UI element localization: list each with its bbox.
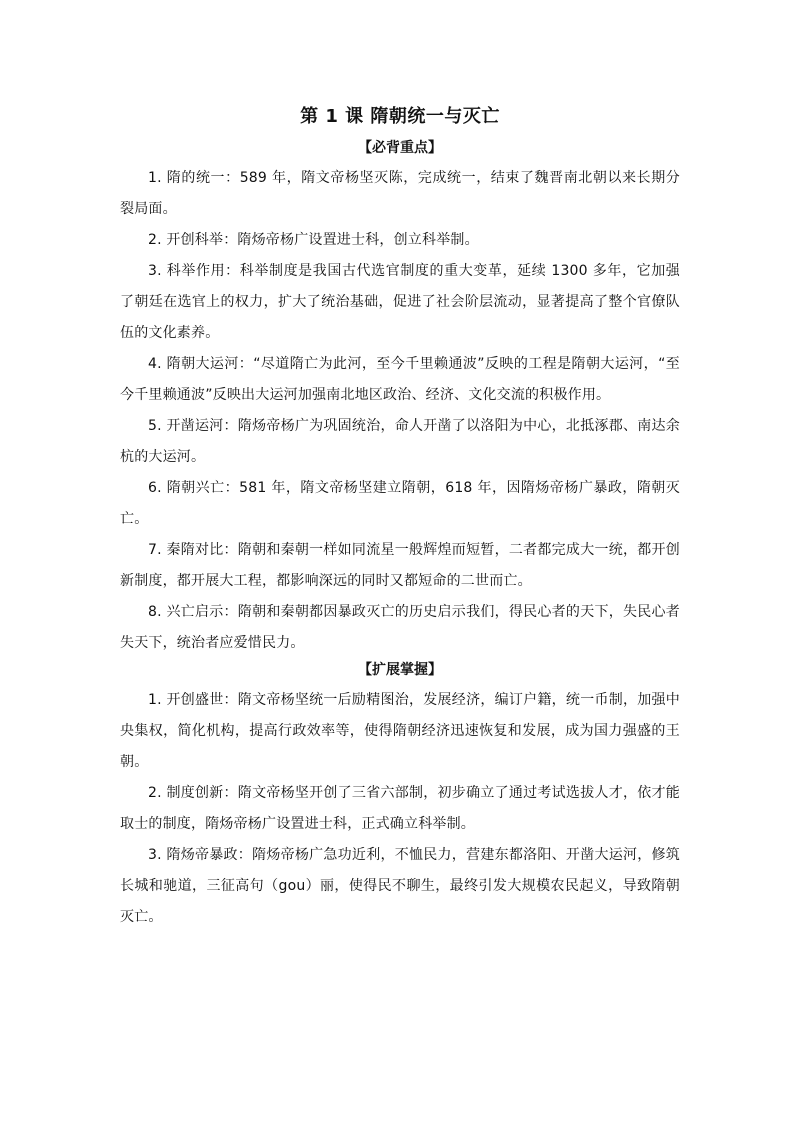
list-item: 3. 科举作用：科举制度是我国古代选官制度的重大变革，延续 1300 多年，它加强了朝廷在选官上的权力，扩大了统治基础，促进了社会阶层流动，显著提高了整个官僚队伍的文化素养。	[120, 263, 680, 341]
list-item: 1. 隋的统一：589 年，隋文帝杨坚灭陈，完成统一，结束了魏晋南北朝以来长期分裂局面。	[120, 170, 680, 217]
list-item: 3. 隋炀帝暴政：隋炀帝杨广急功近利，不恤民力，营建东都洛阳、开凿大运河，修筑长城和驰道，三征高句（gou）丽，使得民不聊生，最终引发大规模农民起义，导致隋朝灭亡。	[120, 847, 680, 925]
list-item: 2. 制度创新：隋文帝杨坚开创了三省六部制，初步确立了通过考试选拔人才，依才能取士的制度，隋炀帝杨广设置进士科，正式确立科举制。	[120, 785, 680, 832]
section-heading: 【必背重点】	[358, 140, 442, 156]
list-item: 1. 开创盛世：隋文帝杨坚统一后励精图治，发展经济，编订户籍，统一币制，加强中央集权，简化机构，提高行政效率等，使得隋朝经济迅速恢复和发展，成为国力强盛的王朝。	[120, 692, 680, 770]
list-item: 6. 隋朝兴亡：581 年，隋文帝杨坚建立隋朝，618 年，因隋炀帝杨广暴政，隋朝灭亡。	[120, 480, 680, 527]
page-title: 第 1 课 隋朝统一与灭亡	[300, 106, 500, 127]
list-item: 5. 开凿运河：隋炀帝杨广为巩固统治，命人开凿了以洛阳为中心，北抵涿郡、南达余杭的大运河。	[120, 418, 680, 465]
document-content	[120, 103, 680, 933]
section-heading: 【扩展掌握】	[358, 662, 442, 678]
list-item: 8. 兴亡启示：隋朝和秦朝都因暴政灭亡的历史启示我们，得民心者的天下，失民心者失天下，统治者应爱惜民力。	[120, 604, 680, 651]
list-item: 2. 开创科举：隋炀帝杨广设置进士科，创立科举制。	[148, 232, 479, 248]
list-item: 7. 秦隋对比：隋朝和秦朝一样如同流星一般辉煌而短暂，二者都完成大一统，都开创新制度，都开展大工程，都影响深远的同时又都短命的二世而亡。	[120, 542, 680, 589]
section-must-memorize	[120, 137, 680, 659]
section-extended	[120, 659, 680, 933]
list-item: 4. 隋朝大运河：“尽道隋亡为此河，至今千里赖通波”反映的工程是隋朝大运河，“至今千里赖通波”反映出大运河加强南北地区政治、经济、文化交流的积极作用。	[120, 356, 680, 403]
